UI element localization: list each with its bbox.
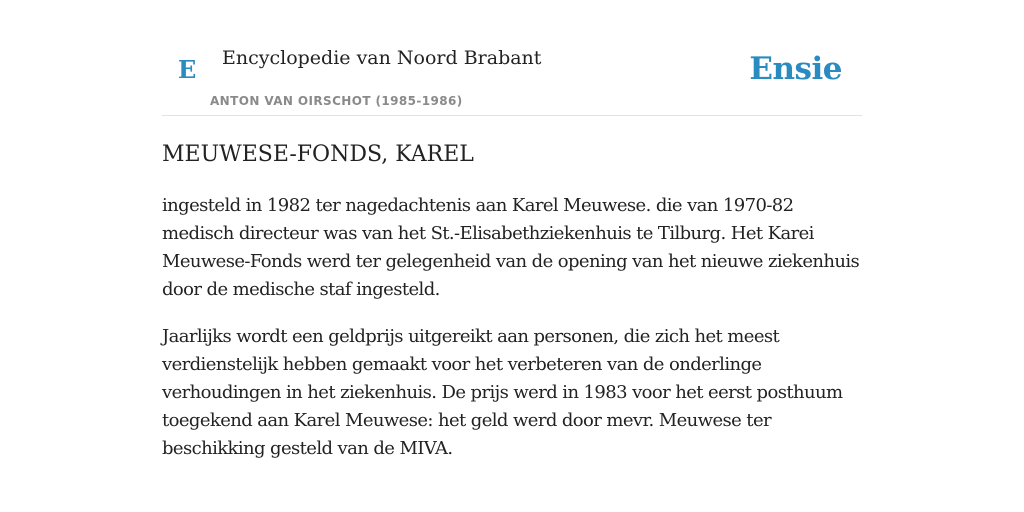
entry-paragraph: ingesteld in 1982 ter nagedachtenis aan Karel Meuwese. die van 1970-82 medisch directeur was van het St.-Elisabethziekenhuis te Tilburg. Het Karei Meuwese-Fonds werd ter gelegenheid van de opening van het nieuwe ziekenhuis door de medische staf ingesteld. [162,195,860,300]
ensie-logo-link[interactable]: Ensie [749,51,842,87]
entry-title: MEUWESE-FONDS, KAREL [162,142,474,167]
source-author: ANTON VAN OIRSCHOT (1985-1986) [210,94,463,108]
source-header [162,0,862,116]
source-title-link[interactable]: Encyclopedie van Noord Brabant [222,47,542,69]
page [162,0,862,459]
entry-paragraph: Jaarlijks wordt een geldprijs uitgereikt aan personen, die zich het meest verdienstelijk hebben gemaakt voor het verbeteren van de onderlinge verhoudingen in het ziekenhuis. De prijs werd in 1983 voor het eerst posthuum toegekend aan Karel Meuwese: het geld werd door mevr. Meuwese ter beschikking gesteld van de MIVA. [162,326,843,459]
entry-body [162,192,862,482]
source-logo-icon[interactable]: E [178,55,197,84]
